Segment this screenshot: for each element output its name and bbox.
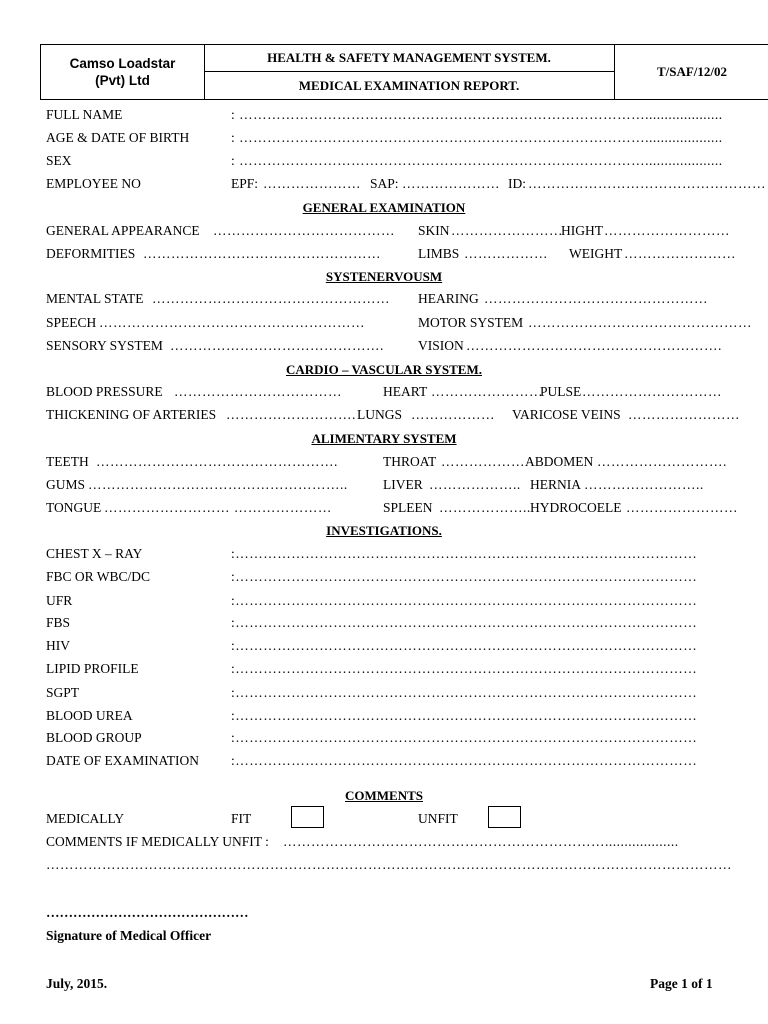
hearing-field[interactable]: ………………………………………… [484,291,708,306]
weight-label: WEIGHT [569,246,623,261]
full-name-label: FULL NAME [46,107,123,122]
investigation-field[interactable]: :……………………………………………………………………………………… [231,753,698,768]
general-appearance-field[interactable]: ………………………………… [213,223,395,238]
general-appearance-label: GENERAL APPEARANCE [46,223,200,238]
unfit-comments-label: COMMENTS IF MEDICALLY UNFIT : [46,834,269,849]
investigation-label: UFR [46,593,73,608]
investigation-field[interactable]: :……………………………………………………………………………………… [231,615,698,630]
unfit-checkbox[interactable] [488,806,521,828]
cardio-vascular-heading: CARDIO – VASCULAR SYSTEM. [285,362,482,377]
sex-label: SEX [46,153,72,168]
limbs-field[interactable]: ……………… [464,246,548,261]
investigation-field[interactable]: :……………………………………………………………………………………… [231,708,698,723]
sap-label: SAP: [370,176,399,191]
hight-field[interactable]: ……………………… [604,223,730,238]
nervous-system-heading: SYSTENERVOUSM [325,269,443,284]
limbs-label: LIMBS [418,246,460,261]
unfit-label: UNFIT [418,811,458,826]
document-code: T/SAF/12/02 [656,64,728,79]
hydrocoele-field[interactable]: …………………… [626,500,738,515]
tongue-label: TONGUE [46,500,102,515]
epf-field[interactable]: ………………… [263,176,361,191]
sensory-system-field[interactable]: ………………………………………. [170,338,384,353]
sex-field[interactable]: : …………………………………………………………………………….................... [231,153,723,168]
speech-field[interactable]: ………………………………………………… [99,315,365,330]
hernia-label: HERNIA [530,477,581,492]
age-dob-field[interactable]: : …………………………………………………………………………….................... [231,130,723,145]
liver-field[interactable]: ……………….. [429,477,521,492]
investigation-label: LIPID PROFILE [46,661,139,676]
hernia-field[interactable]: …………………….. [584,477,704,492]
vision-field[interactable]: ………………………………………………. [466,338,722,353]
varicose-veins-label: VARICOSE VEINS [512,407,621,422]
abdomen-label: ABDOMEN [525,454,594,469]
pulse-field[interactable]: ………………………… [582,384,722,399]
blood-pressure-label: BLOOD PRESSURE [46,384,163,399]
blood-pressure-field[interactable]: ……………………………… [174,384,342,399]
motor-system-label: MOTOR SYSTEM [418,315,524,330]
investigation-label: DATE OF EXAMINATION [46,753,199,768]
signature-line[interactable]: ……………………………………… [46,905,249,920]
full-name-field[interactable]: : …………………………………………………………………………….................... [231,107,723,122]
company-name-line2: (Pvt) Ltd [95,73,150,88]
hight-label: HIGHT [561,223,603,238]
investigation-label: BLOOD UREA [46,708,133,723]
investigation-field[interactable]: :……………………………………………………………………………………… [231,685,698,700]
document-header [40,44,768,100]
fit-label: FIT [231,811,252,826]
heart-label: HEART [383,384,428,399]
gums-field[interactable]: ……………………………………………….. [88,477,348,492]
investigation-field[interactable]: :……………………………………………………………………………………… [231,730,698,745]
unfit-comments-field-line2[interactable]: ………………………………………………………………………………………………………………………………… [46,857,732,872]
varicose-veins-field[interactable]: …………………… [628,407,740,422]
spleen-label: SPLEEN [383,500,433,515]
investigation-field[interactable]: :……………………………………………………………………………………… [231,569,698,584]
investigation-label: SGPT [46,685,80,700]
signature-label: Signature of Medical Officer [46,928,212,943]
lungs-label: LUNGS [357,407,403,422]
spleen-field[interactable]: ……………….. [439,500,531,515]
hydrocoele-label: HYDROCOELE [530,500,622,515]
deformities-label: DEFORMITIES [46,246,136,261]
skin-field[interactable]: …………………… [451,223,563,238]
skin-label: SKIN [418,223,450,238]
id-label: ID: [508,176,526,191]
investigation-label: FBC OR WBC/DC [46,569,151,584]
lungs-field[interactable]: ……………… [411,407,495,422]
sensory-system-label: SENSORY SYSTEM [46,338,163,353]
investigation-label: BLOOD GROUP [46,730,142,745]
investigation-field[interactable]: :……………………………………………………………………………………… [231,661,698,676]
thickening-arteries-label: THICKENING OF ARTERIES [46,407,217,422]
id-field[interactable]: …………………………………………… [528,176,766,191]
system-title: HEALTH & SAFETY MANAGEMENT SYSTEM. [204,45,614,72]
investigation-field[interactable]: :……………………………………………………………………………………… [231,546,698,561]
throat-field[interactable]: ……………… [441,454,525,469]
footer-date: July, 2015. [46,976,108,991]
heart-field[interactable]: …………………… [431,384,543,399]
vision-label: VISION [418,338,464,353]
abdomen-field[interactable]: ………………………. [597,454,727,469]
general-examination-heading: GENERAL EXAMINATION [302,200,466,215]
medically-label: MEDICALLY [46,811,125,826]
motor-system-field[interactable]: ………………………………………… [528,315,752,330]
weight-field[interactable]: …………………… [624,246,736,261]
hearing-label: HEARING [418,291,479,306]
investigation-field[interactable]: :……………………………………………………………………………………… [231,593,698,608]
gums-label: GUMS [46,477,86,492]
employee-no-label: EMPLOYEE NO [46,176,141,191]
thickening-arteries-field[interactable]: ………………………. [226,407,356,422]
title-cell [204,45,615,99]
liver-label: LIVER [383,477,423,492]
page-number: Page 1 of 1 [650,976,713,991]
investigation-label: FBS [46,615,71,630]
investigations-heading: INVESTIGATIONS. [326,523,442,538]
investigation-label: CHEST X – RAY [46,546,143,561]
company-name-cell [41,45,205,99]
age-dob-label: AGE & DATE OF BIRTH [46,130,190,145]
comments-heading: COMMENTS [345,788,423,803]
epf-label: EPF: [231,176,259,191]
investigation-label: HIV [46,638,70,653]
throat-label: THROAT [383,454,437,469]
speech-label: SPEECH [46,315,97,330]
investigation-field[interactable]: :……………………………………………………………………………………… [231,638,698,653]
alimentary-system-heading: ALIMENTARY SYSTEM [311,431,457,446]
deformities-field[interactable]: …………………………………………… [143,246,381,261]
sap-field[interactable]: ………………… [402,176,500,191]
mental-state-field[interactable]: …………………………………………… [152,291,390,306]
company-name-line1: Camso Loadstar [69,56,176,71]
tongue-field[interactable]: ……………………… ………………… [104,500,332,515]
mental-state-label: MENTAL STATE [46,291,144,306]
fit-checkbox[interactable] [291,806,324,828]
unfit-comments-field[interactable]: ……………………………………………………………................... [283,834,679,849]
teeth-label: TEETH [46,454,89,469]
report-title: MEDICAL EXAMINATION REPORT. [298,77,520,93]
pulse-label: PULSE [540,384,582,399]
teeth-field[interactable]: ……………………………………………. [96,454,338,469]
